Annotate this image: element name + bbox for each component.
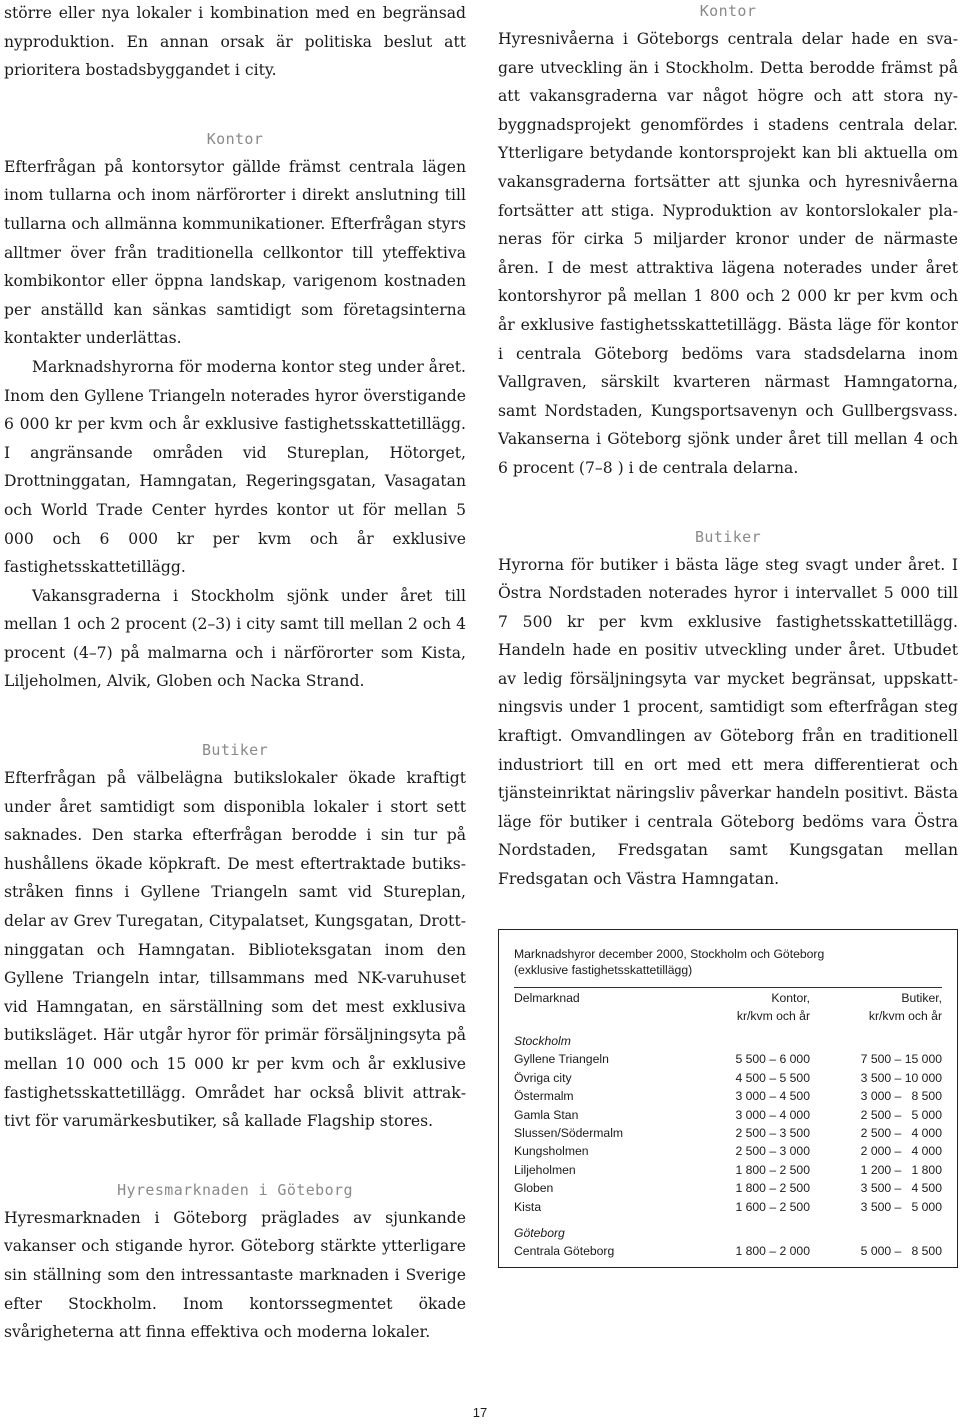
rent-table-title-line2: (exklusive fastighetsskattetillägg) [514,963,693,977]
table-row [514,1161,942,1179]
table-row [514,1050,942,1068]
header-delmarknad: Delmarknad [514,991,580,1005]
group-stockholm [514,1032,942,1050]
row-name: Centrala Göteborg [514,1244,615,1259]
table-row [514,1124,942,1142]
rent-table-header [514,989,942,1025]
rent-table-header-rule [514,987,942,988]
kontor-paragraph-3: Vakansgraderna i Stockholm sjönk under året till mellan 1 och 2 procent (2–3) i city samt till mellan 2 och 4 procent (4–7) på malmarna och i närförorter som Kista, Liljeholmen, Alvik, Globen och Nacka Strand. [4,586,466,691]
group-label-goteborg: Göteborg [514,1225,565,1240]
row-name: Övriga city [514,1070,572,1085]
row-butiker: 2 000 – 4 000 [860,1144,942,1159]
row-butiker: 3 000 – 8 500 [860,1089,942,1104]
row-name: Östermalm [514,1089,574,1104]
kontor-paragraph-1: Efterfrågan på kontorsytor gällde främst centrala lägen inom tullarna och inom närförorter i direkt anslutning till tullarna och allmänna kommunikationer. Efterfrågan styrs alltmer över från traditionella cellkontor till yteffektiva kombikontor eller öppna landskap, varigenom kostnaden per anställd kan sänkas samtidigt som företagsinterna kontakter underlättas. [4,157,466,348]
header-kontor-line2: kr/kvm och år [736,1009,810,1023]
row-name: Gamla Stan [514,1107,579,1122]
table-row [514,1142,942,1160]
row-butiker: 3 500 – 4 500 [860,1181,942,1196]
row-kontor: 3 000 – 4 000 [735,1107,810,1122]
page-number: 17 [472,1405,488,1420]
header-kontor-line1: Kontor, [771,991,810,1005]
row-kontor: 2 500 – 3 500 [735,1125,810,1140]
kontor-paragraph-2: Marknadshyrorna för moderna kontor steg under året. Inom den Gyllene Triangeln noterades hyror överstigande 6 000 kr per kvm och år exklusive fastighetsskattetillägg. I angränsande områden vid Stureplan, Hötorget, Drottninggatan, Hamngatan, Regeringsgatan, Vasagatan och World Trade Center hyrdes kontor ut för mellan 5 000 och 6 000 kr per kvm och år exklusive fastighetsskattetillägg. [4,357,466,577]
row-kontor: 4 500 – 5 500 [735,1070,810,1085]
section-heading-kontor-goteborg: Kontor [699,2,757,20]
section-heading-butiker: Butiker [201,741,268,760]
intro-paragraph: större eller nya lokaler i kombination med en begränsad nyproduktion. En annan orsak är politiska beslut att prioritera bostadsbyggandet i city. [4,4,466,80]
rent-table [498,929,958,1268]
table-row [514,1242,942,1260]
table-row [514,1069,942,1087]
row-kontor: 1 800 – 2 500 [735,1162,810,1177]
row-kontor: 1 800 – 2 000 [735,1244,810,1259]
table-row [514,1106,942,1124]
row-butiker: 2 500 – 4 000 [860,1125,942,1140]
row-butiker: 5 000 – 8 500 [860,1244,942,1259]
butiker-paragraph-1: Efterfrågan på välbelägna butikslokaler ökade kraftigt under året samtidigt som disponibla lokaler i stort sett saknades. Den starka efterfrågan berodde i sin tur på hushållens ökade köpkraft. De mest eftertraktade butiksstråken finns i Gyllene Triangeln samt vid Stureplan, delar av Grev Turegatan, Citypalatset, Kungsgatan, Drottninggatan och Hamngatan. Biblioteksgatan inom den Gyllene Triangeln intar, tillsammans med NK-varuhuset vid Hamngatan, en särställning som det mest exklusiva butiksläget. Här utgår hyror för primär försäljningsyta på mellan 10 000 och 15 000 kr per kvm och år exklusive fastighetsskattetillägg. Området har också blivit attraktivt för varumärkesbutiker, så kallade Flagship stores. [4,769,466,1131]
row-name: Slussen/Södermalm [514,1125,624,1140]
row-kontor: 3 000 – 4 500 [735,1089,810,1104]
rent-table-body [514,1032,942,1261]
row-kontor: 1 800 – 2 500 [735,1181,810,1196]
table-row [514,1198,942,1216]
row-name: Gyllene Triangeln [514,1052,609,1067]
section-heading-goteborg: Hyresmarknaden i Göteborg [117,1180,353,1199]
row-butiker: 7 500 – 15 000 [860,1052,942,1067]
goteborg-butiker-paragraph: Hyrorna för butiker i bästa läge steg svagt under året. I Östra Nordstaden noterades hyror i intervallet 5 000 till 7 500 kr per kvm exklusive fastighetsskattetillägg. Handeln hade en positiv utveckling under året. Utbudet av ledig försäljningsyta var mycket begränsat, uppskattningsvis under 1 procent, samtidigt som efterfrågan steg kraftigt. Omvandlingen av Göteborg från en traditionell industriort till en ort med ett mera differentierat och tjänsteinriktat näringsliv påverkar handeln positivt. Bästa läge för butiker i centrala Göteborg bedöms vara Östra Nordstaden, Fredsgatan samt Kungsgatan mellan Fredsgatan och Västra Hamngatan. [498,555,958,889]
row-butiker: 3 500 – 10 000 [860,1070,942,1085]
table-row [514,1179,942,1197]
row-kontor: 5 500 – 6 000 [735,1052,810,1067]
header-butiker-line2: kr/kvm och år [868,1009,942,1023]
rent-table-title [514,946,824,978]
row-name: Liljeholmen [514,1162,576,1177]
group-goteborg [514,1224,942,1242]
row-name: Globen [514,1181,554,1196]
row-kontor: 1 600 – 2 500 [735,1199,810,1214]
section-heading-kontor: Kontor [206,129,264,148]
row-name: Kungsholmen [514,1144,589,1159]
section-heading-butiker-goteborg: Butiker [694,527,761,546]
row-butiker: 3 500 – 5 000 [860,1199,942,1214]
goteborg-kontor-paragraph: Hyresnivåerna i Göteborgs centrala delar hade en svagare utveckling än i Stockholm. Detta berodde främst på att vakansgraderna var något högre och att stora nybyggnadsprojekt genomfördes i stadens centrala delar. Ytterligare betydande kontorsprojekt kan bli aktuella om vakansgraderna fortsätter att sjunka och hyresnivåerna fortsätter att stiga. Nyproduktion av kontorslokaler planeras för cirka 5 miljarder kronor under de närmaste åren. I de mest attraktiva lägena noterades under året kontorshyror på mellan 1 800 och 2 000 kr per kvm och år exklusive fastighetsskattetillägg. Bästa läge för kontor i centrala Göteborg bedöms vara stadsdelarna inom Vallgraven, särskilt kvarteren närmast Hamngatorna, samt Nordstaden, Kungsportsavenyn och Gullbergsvass. Vakanserna i Göteborg sjönk under året till mellan 4 och 6 procent (7–8 ) i de centrala delarna. [498,30,958,477]
group-label-stockholm: Stockholm [514,1034,571,1048]
header-butiker-line1: Butiker, [901,991,942,1005]
row-butiker: 2 500 – 5 000 [860,1107,942,1122]
right-column [498,0,958,894]
row-butiker: 1 200 – 1 800 [860,1162,942,1177]
row-kontor: 2 500 – 3 000 [735,1144,810,1159]
rent-table-title-line1: Marknadshyror december 2000, Stockholm och Göteborg [514,947,825,961]
left-column [4,0,466,1347]
goteborg-paragraph-1: Hyresmarknaden i Göteborg präglades av sjunkande vakanser och stigande hyror. Göteborg stärkte ytterligare sin ställning som den intressantaste marknaden i Sverige efter Stockholm. Inom kontorssegmentet ökade svårigheterna att finna effektiva och moderna lokaler. [4,1208,466,1342]
table-row [514,1087,942,1105]
row-name: Kista [514,1199,542,1214]
